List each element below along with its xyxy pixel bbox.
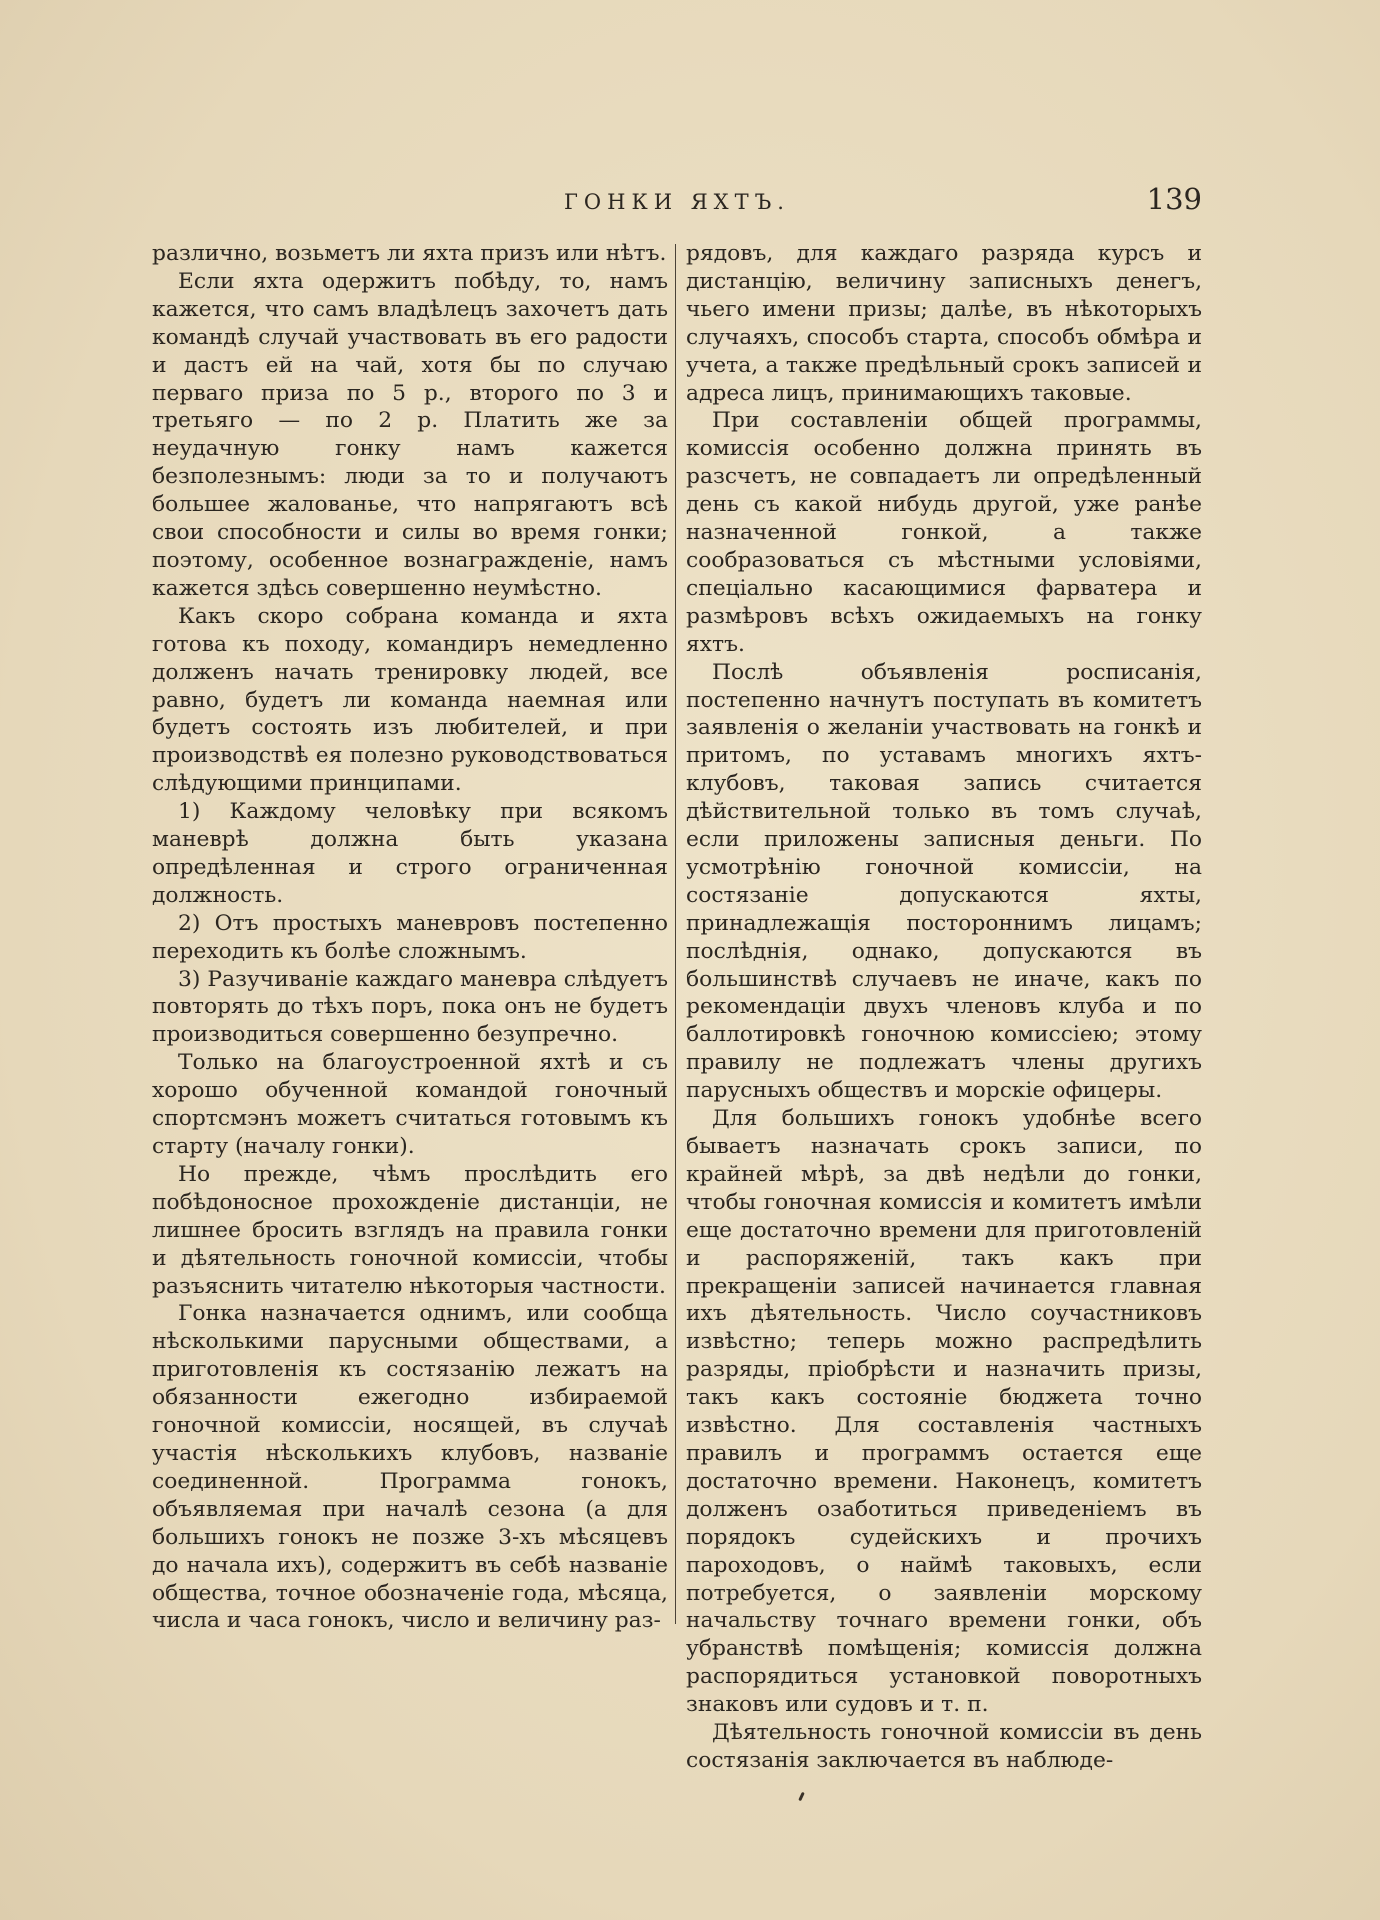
paragraph: Но прежде, чѣмъ прослѣдить его побѣдоносное прохожденіе дистанціи, не лишнее бросить взглядъ на правила гонки и дѣятельность гоночной комиссіи, чтобы разъяснить читателю нѣкоторыя частности.: [152, 1161, 668, 1299]
paragraph: Какъ скоро собрана команда и яхта готова къ походу, командиръ немедленно долженъ начать тренировку людей, все равно, будетъ ли команда наемная или будетъ состоять изъ любителей, и при производствѣ ея полезно руководствоваться слѣдующими принципами.: [152, 603, 668, 797]
paragraph: При составленіи общей программы, комиссія особенно должна принять въ разсчетъ, не совпадаетъ ли опредѣленный день съ какой нибудь другой, уже ранѣе назначенной гонкой, а также сообразоваться съ мѣстными условіями, спеціально касающимися фарватера и размѣровъ всѣхъ ожидаемыхъ на гонку яхтъ.: [686, 408, 1202, 657]
left-column: [152, 240, 668, 1635]
right-column: [686, 240, 1202, 1775]
paragraph: рядовъ, для каждаго разряда курсъ и дистанцію, величину записныхъ денегъ, чьего имени призы; далѣе, въ нѣкоторыхъ случаяхъ, способъ старта, способъ обмѣра и учета, а также предѣльный срокъ записей и адреса лицъ, принимающихъ таковые.: [686, 241, 1202, 406]
paragraph: различно, возьметъ ли яхта призъ или нѣтъ.: [152, 241, 667, 266]
text-columns: [152, 240, 1202, 1773]
page-number: 139: [1146, 182, 1202, 216]
paragraph: Только на благоустроенной яхтѣ и съ хорошо обученной командой гоночный спортсмэнъ можетъ считаться готовымъ къ старту (началу гонки).: [152, 1050, 668, 1159]
paragraph: 3) Разучиваніе каждаго маневра слѣдуетъ повторять до тѣхъ поръ, пока онъ не будетъ производиться совершенно безупречно.: [152, 966, 668, 1048]
ink-mark: [798, 1792, 805, 1801]
column-divider: [675, 244, 676, 1624]
running-header: [152, 182, 1202, 222]
running-title: ГОНКИ ЯХТЪ.: [564, 190, 790, 214]
paragraph: 1) Каждому человѣку при всякомъ маневрѣ должна быть указана опредѣленная и строго ограниченная должность.: [152, 799, 668, 908]
paragraph: Для большихъ гонокъ удобнѣе всего бываетъ назначать срокъ записи, по крайней мѣрѣ, за двѣ недѣли до гонки, чтобы гоночная комиссія и комитетъ имѣли еще достаточно времени для приготовленій и распоряженій, такъ какъ при прекращеніи записей начинается главная ихъ дѣятельность. Число соучастниковъ извѣстно; теперь можно распредѣлить разряды, пріобрѣсти и назначить призы, такъ какъ состояніе бюджета точно извѣстно. Для составленія частныхъ правилъ и программъ остается еще достаточно времени. Наконецъ, комитетъ долженъ озаботиться приведеніемъ въ порядокъ судейскихъ и прочихъ пароходовъ, о наймѣ таковыхъ, если потребуется, о заявленіи морскому начальству точнаго времени гонки, объ убранствѣ помѣщенія; комиссія должна распорядиться установкой поворотныхъ знаковъ или судовъ и т. п.: [686, 1106, 1202, 1718]
paragraph: Дѣятельность гоночной комиссіи въ день состязанія заключается въ наблюде-: [686, 1720, 1202, 1773]
paragraph: Послѣ объявленія росписанія, постепенно начнутъ поступать въ комитетъ заявленія о желаніи участвовать на гонкѣ и притомъ, по уставамъ многихъ яхтъ-клубовъ, таковая запись считается дѣйствительной только въ томъ случаѣ, если приложены записныя деньги. По усмотрѣнію гоночной комиссіи, на состязаніе допускаются яхты, принадлежащія постороннимъ лицамъ; послѣднія, однако, допускаются въ большинствѣ случаевъ не иначе, какъ по рекомендаціи двухъ членовъ клуба и по баллотировкѣ гоночною комиссіею; этому правилу не подлежатъ члены другихъ парусныхъ обществъ и морскіе офицеры.: [686, 659, 1202, 1104]
paragraph: 2) Отъ простыхъ маневровъ постепенно переходить къ болѣе сложнымъ.: [152, 910, 668, 964]
paragraph: Гонка назначается однимъ, или сообща нѣсколькими парусными обществами, а приготовленія къ состязанію лежатъ на обязанности ежегодно избираемой гоночной комиссіи, носящей, въ случаѣ участія нѣсколькихъ клубовъ, названіе соединенной. Программа гонокъ, объявляемая при началѣ сезона (а для большихъ гонокъ не позже 3-хъ мѣсяцевъ до начала ихъ), содержитъ въ себѣ названіе общества, точное обозначеніе года, мѣсяца, числа и часа гонокъ, число и величину раз-: [152, 1301, 668, 1634]
paragraph: Если яхта одержитъ побѣду, то, намъ кажется, что самъ владѣлецъ захочетъ дать командѣ случай участвовать въ его радости и дастъ ей на чай, хотя бы по случаю перваго приза по 5 р., второго по 3 и третьяго — по 2 р. Платить же за неудачную гонку намъ кажется безполезнымъ: люди за то и получаютъ большее жалованье, что напрягаютъ всѣ свои способности и силы во время гонки; поэтому, особенное вознагражденіе, намъ кажется здѣсь совершенно неумѣстно.: [152, 268, 668, 601]
